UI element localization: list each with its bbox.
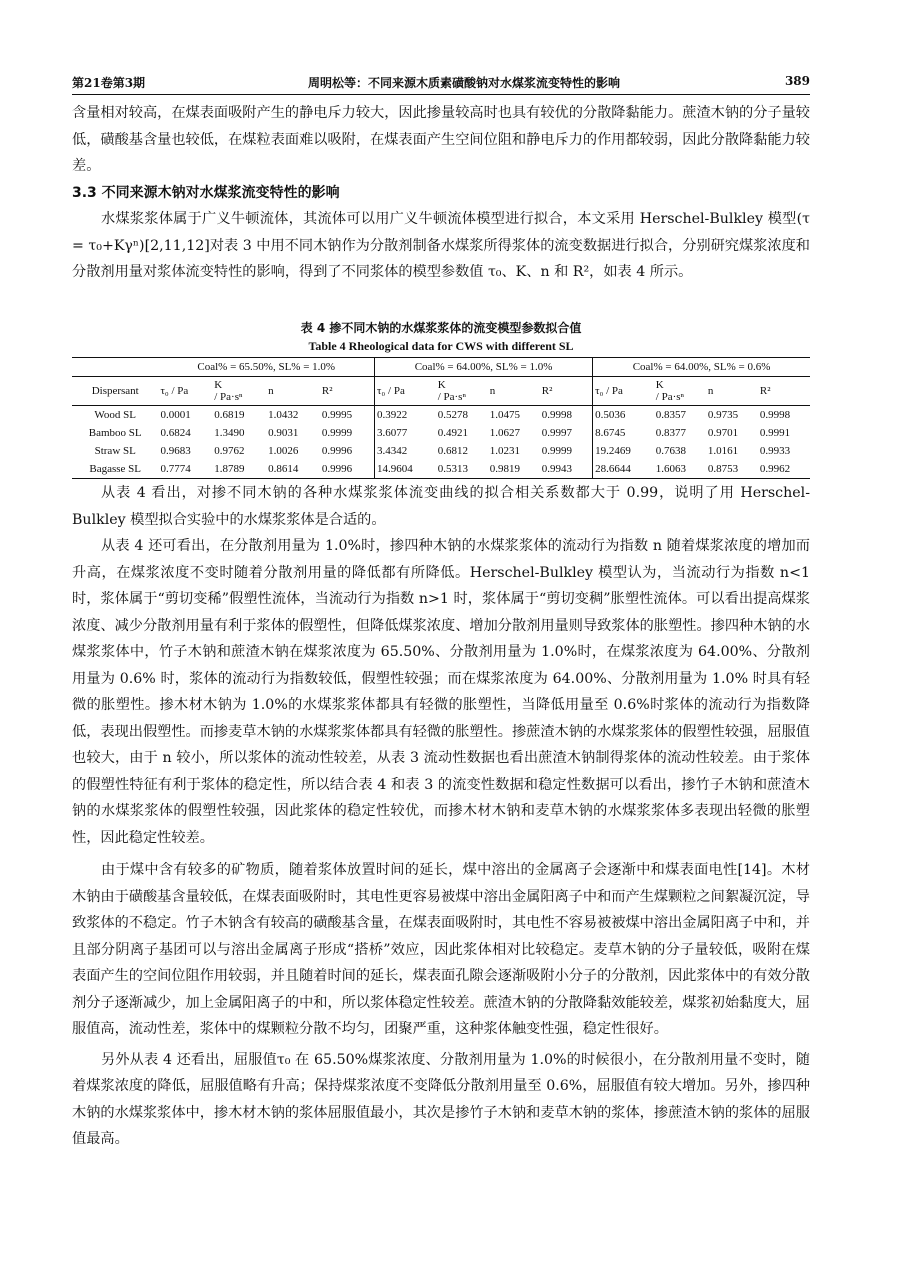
r2-header: R² bbox=[540, 377, 593, 406]
section-heading-3-3: 3.3 不同来源木钠对水煤浆流变特性的影响 bbox=[72, 184, 340, 201]
table-row bbox=[72, 424, 810, 442]
table-cell: 0.9996 bbox=[320, 460, 375, 479]
table-cell: 0.9683 bbox=[160, 445, 191, 457]
table-caption-en: Table 4 Rheological data for CWS with different SL bbox=[308, 339, 574, 353]
table-cell: 0.9998 bbox=[759, 409, 791, 421]
paragraph-2: 水煤浆浆体属于广义牛顿流体，其流体可以用广义牛顿流体模型进行拟合，本文采用 Herschel-Bulkley 模型(τ = τ₀+Kγⁿ)[2,11,12]对表 3 中用不同木钠作为分散剂制备水煤浆所得浆体的流变数据进行拟合，分别研究煤浆浓度和分散剂用量对浆体流变特性的影响，得到了不同浆体的模型参数值 τ₀、K、n 和 R²，如表 4 所示。 bbox=[72, 211, 810, 280]
table-row bbox=[72, 442, 810, 460]
tau-header: τ₀ / Pa bbox=[158, 377, 212, 406]
table-corner bbox=[72, 358, 158, 377]
table-cell: 19.2469 bbox=[593, 442, 654, 460]
table-row bbox=[72, 406, 810, 425]
dispersant-name: Straw SL bbox=[94, 445, 136, 457]
table-cell: 0.7638 bbox=[655, 445, 687, 457]
k-header-symbol: K bbox=[437, 379, 446, 391]
table-group-header: Coal% = 64.00%, SL% = 0.6% bbox=[593, 358, 810, 377]
table-cell: 0.9997 bbox=[541, 427, 573, 439]
table-cell: 0.9933 bbox=[759, 445, 791, 457]
dispersant-name: Bagasse SL bbox=[72, 460, 158, 479]
table-group-header: Coal% = 64.00%, SL% = 1.0% bbox=[375, 358, 593, 377]
table-cell: 0.5036 bbox=[593, 406, 654, 425]
k-header bbox=[212, 377, 266, 406]
table-cell: 0.8614 bbox=[266, 460, 320, 479]
running-title: 周明松等：不同来源木质素磺酸钠对水煤浆流变特性的影响 bbox=[308, 76, 621, 90]
table-cell: 0.8753 bbox=[706, 460, 758, 479]
table-cell: 1.0475 bbox=[489, 409, 520, 421]
n-header: n bbox=[266, 377, 320, 406]
table-cell: 0.8377 bbox=[655, 427, 687, 439]
k-header bbox=[436, 377, 488, 406]
n-header: n bbox=[706, 377, 758, 406]
k-header-unit: / Pa·sⁿ bbox=[214, 391, 243, 403]
k-header-symbol: K bbox=[214, 379, 223, 391]
table-cell: 0.4921 bbox=[437, 427, 468, 439]
table-cell: 0.9991 bbox=[759, 427, 791, 439]
dispersant-name: Bamboo SL bbox=[88, 427, 142, 439]
table-group-header-row bbox=[72, 358, 810, 377]
table-cell: 0.9995 bbox=[321, 409, 353, 421]
table-caption-cn: 表 4 掺不同木钠的水煤浆浆体的流变模型参数拟合值 bbox=[300, 321, 582, 335]
table-cell: 3.4342 bbox=[375, 442, 436, 460]
table-cell: 0.9819 bbox=[488, 460, 540, 479]
table-cell: 28.6644 bbox=[593, 460, 654, 479]
table-cell: 0.6812 bbox=[437, 445, 468, 457]
table-cell: 3.6077 bbox=[375, 424, 436, 442]
page-number: 389 bbox=[784, 74, 810, 88]
dispersant-name: Wood SL bbox=[94, 409, 137, 421]
table-cell: 1.6063 bbox=[654, 460, 706, 479]
table-cell: 0.9999 bbox=[541, 445, 573, 457]
table-cell: 0.9031 bbox=[268, 427, 299, 439]
text-block-top bbox=[72, 100, 810, 286]
journal-volume-issue: 第21卷第3期 bbox=[72, 76, 146, 90]
table-cell: 0.9701 bbox=[707, 427, 739, 439]
table-cell: 1.0231 bbox=[489, 445, 520, 457]
table-4 bbox=[72, 357, 810, 479]
paragraph-5: 由于煤中含有较多的矿物质，随着浆体放置时间的延长，煤中溶出的金属离子会逐渐中和煤表面电性[14]。木材木钠由于磺酸基含量较低，在煤表面吸附时，其电性更容易被煤中溶出金属阳离子中和而产生煤颗粒之间絮凝沉淀，导致浆体的不稳定。竹子木钠含有较高的磺酸基含量，在煤表面吸附时，其电性不容易被被煤中溶出金属阳离子中和，并且部分阴离子基团可以与溶出金属离子形成“搭桥”效应，因此浆体相对比较稳定。麦草木钠的分子量较低，吸附在煤表面产生的空间位阻作用较弱，并且随着时间的延长，煤表面孔隙会逐渐吸附小分子的分散剂，因此浆体中的有效分散剂分子逐渐减少，加上金属阳离子的中和，所以浆体稳定性较差。蔗渣木钠的分散降黏效能较差，煤浆初始黏度大，屈服值高，流动性差，浆体中的煤颗粒分散不均匀，团聚严重，这种浆体触变性强，稳定性很好。 bbox=[72, 862, 810, 1037]
table-cell: 0.9962 bbox=[758, 460, 810, 479]
table-cell: 0.7774 bbox=[158, 460, 212, 479]
n-header: n bbox=[488, 377, 540, 406]
table-cell: 0.9996 bbox=[321, 445, 353, 457]
table-cell: 1.0627 bbox=[489, 427, 520, 439]
text-block-bottom bbox=[72, 480, 810, 1153]
paragraph-1: 含量相对较高，在煤表面吸附产生的静电斥力较大，因此掺量较高时也具有较优的分散降黏能力。蔗渣木钠的分子量较低，磺酸基含量也较低，在煤粒表面难以吸附，在煤表面产生空间位阻和静电斥力的作用都较弱，因此分散降黏能力较差。 bbox=[72, 105, 810, 174]
tau-header: τ₀ / Pa bbox=[375, 377, 436, 406]
table-cell: 0.5278 bbox=[437, 409, 468, 421]
table-group-header: Coal% = 65.50%, SL% = 1.0% bbox=[158, 358, 374, 377]
k-header-symbol: K bbox=[655, 379, 664, 391]
table-cell: 8.6745 bbox=[593, 424, 654, 442]
table-row bbox=[72, 460, 810, 479]
table-cell: 1.0161 bbox=[707, 445, 739, 457]
table-cell: 1.0026 bbox=[268, 445, 299, 457]
paragraph-3: 从表 4 看出，对掺不同木钠的各种水煤浆浆体流变曲线的拟合相关系数都大于 0.99，说明了用 Herschel-Bulkley 模型拟合实验中的水煤浆浆体是合适的。 bbox=[72, 485, 810, 528]
k-header bbox=[654, 377, 706, 406]
table-cell: 0.6824 bbox=[160, 427, 191, 439]
k-header-unit: / Pa·sⁿ bbox=[655, 391, 684, 403]
k-header-unit: / Pa·sⁿ bbox=[437, 391, 466, 403]
table-cell: 1.8789 bbox=[212, 460, 266, 479]
table-cell: 1.0432 bbox=[268, 409, 299, 421]
dispersant-header: Dispersant bbox=[72, 377, 158, 406]
table-cell: 0.9998 bbox=[541, 409, 573, 421]
table-cell: 0.3922 bbox=[375, 406, 436, 425]
running-header bbox=[72, 72, 810, 94]
paragraph-6: 另外从表 4 还看出，屈服值τ₀ 在 65.50%煤浆浓度、分散剂用量为 1.0%的时候很小，在分散剂用量不变时，随着煤浆浓度的降低，屈服值略有升高；保持煤浆浓度不变降低分散剂用量至 0.6%，屈服值有较大增加。另外，掺四种木钠的水煤浆浆体中，掺木材木钠的浆体屈服值最小，其次是掺竹子木钠和麦草木钠的浆体，掺蔗渣木钠的浆体的屈服值最高。 bbox=[72, 1051, 810, 1147]
r2-header: R² bbox=[320, 377, 375, 406]
r2-header: R² bbox=[758, 377, 810, 406]
table-cell: 14.9604 bbox=[375, 460, 436, 479]
table-param-header-row bbox=[72, 377, 810, 406]
table-cell: 0.9735 bbox=[707, 409, 739, 421]
table-cell: 0.6819 bbox=[214, 409, 245, 421]
header-rule bbox=[72, 94, 810, 95]
table-cell: 0.0001 bbox=[160, 409, 191, 421]
table-cell: 0.5313 bbox=[436, 460, 488, 479]
table-cell: 0.9943 bbox=[540, 460, 593, 479]
table-cell: 0.9762 bbox=[214, 445, 245, 457]
table-cell: 0.8357 bbox=[655, 409, 687, 421]
tau-header: τ₀ / Pa bbox=[593, 377, 654, 406]
table-cell: 0.9999 bbox=[321, 427, 353, 439]
paragraph-4: 从表 4 还可看出，在分散剂用量为 1.0%时，掺四种木钠的水煤浆浆体的流动行为指数 n 随着煤浆浓度的增加而升高，在煤浆浓度不变时随着分散剂用量的降低都有所降低。Herschel-Bulkley 模型认为，当流动行为指数 n<1 时，浆体属于“剪切变稀”假塑性流体，当流动行为指数 n>1 时，浆体属于“剪切变稠”胀塑性流体。可以看出提高煤浆浓度、减少分散剂用量有利于浆体的假塑性，但降低煤浆浓度、增加分散剂用量则导致浆体的胀塑性。掺四种木钠的水煤浆浆体中，竹子木钠和蔗渣木钠在煤浆浓度为 65.50%、分散剂用量为 1.0%时，在煤浆浓度为 64.00%、分散剂用量为 0.6% 时，浆体的流动行为指数较低，假塑性较强；而在煤浆浓度为 64.00%、分散剂用量为 1.0% 时具有轻微的胀塑性。掺木材木钠为 1.0%的水煤浆浆体都具有轻微的胀塑性，当降低用量至 0.6%时浆体的流动行为指数降低，表现出假塑性。而掺麦草木钠的水煤浆浆体都具有轻微的胀塑性。掺蔗渣木钠的水煤浆浆体的假塑性较强，屈服值也较大，由于 n 较小，所以浆体的流动性较差，从表 3 流动性数据也看出蔗渣木钠制得浆体的流动性较差。由于浆体的假塑性特征有利于浆体的稳定性，所以结合表 4 和表 3 的流变性数据和稳定性数据可以看出，掺竹子木钠和蔗渣木钠的水煤浆浆体的假塑性较强，因此浆体的稳定性较优，而掺木材木钠和麦草木钠的水煤浆浆体多表现出轻微的胀塑性，因此稳定性较差。 bbox=[72, 538, 810, 846]
table-cell: 1.3490 bbox=[214, 427, 245, 439]
